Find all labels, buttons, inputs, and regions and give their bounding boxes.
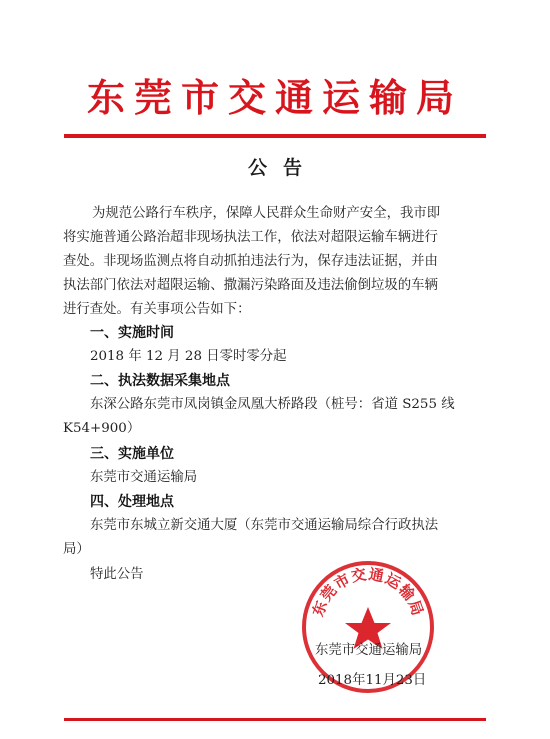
intro-line: 查处。非现场监测点将自动抓拍违法行为，保存违法证据，并由	[63, 254, 438, 269]
section-heading-time: 一、实施时间	[90, 325, 174, 341]
section-text-location: K54+900）	[63, 421, 141, 436]
section-text-location: 东深公路东莞市凤岗镇金凤凰大桥路段（桩号：省道 S255 线	[90, 397, 455, 412]
section-heading-location: 二、执法数据采集地点	[90, 373, 230, 389]
masthead-title: 东莞市交通运输局	[86, 76, 463, 120]
section-heading-unit: 三、实施单位	[90, 446, 174, 462]
intro-line: 将实施普通公路治超非现场执法工作，依法对超限运输车辆进行	[63, 230, 438, 245]
signature-date: 2018年11月23日	[318, 673, 427, 688]
signature-organization: 东莞市交通运输局	[315, 643, 423, 658]
intro-line: 为规范公路行车秩序，保障人民群众生命财产安全，我市即	[92, 206, 441, 221]
section-heading-handling: 四、处理地点	[90, 494, 174, 510]
intro-line: 执法部门依法对超限运输、撒漏污染路面及违法偷倒垃圾的车辆	[63, 278, 438, 293]
section-text-handling: 东莞市东城立新交通大厦（东莞市交通运输局综合行政执法	[90, 518, 439, 533]
masthead-red-rule	[64, 134, 486, 138]
svg-text:东莞市交通运输局: 东莞市交通运输局	[308, 565, 428, 619]
section-text-handling: 局）	[63, 542, 90, 557]
document-title: 公告	[247, 157, 318, 179]
section-text-unit: 东莞市交通运输局	[90, 470, 198, 485]
section-text-time: 2018 年 12 月 28 日零时零分起	[90, 349, 287, 364]
closing-text: 特此公告	[90, 567, 144, 582]
intro-line: 进行查处。有关事项公告如下：	[63, 302, 251, 317]
footer-red-rule	[64, 718, 486, 721]
